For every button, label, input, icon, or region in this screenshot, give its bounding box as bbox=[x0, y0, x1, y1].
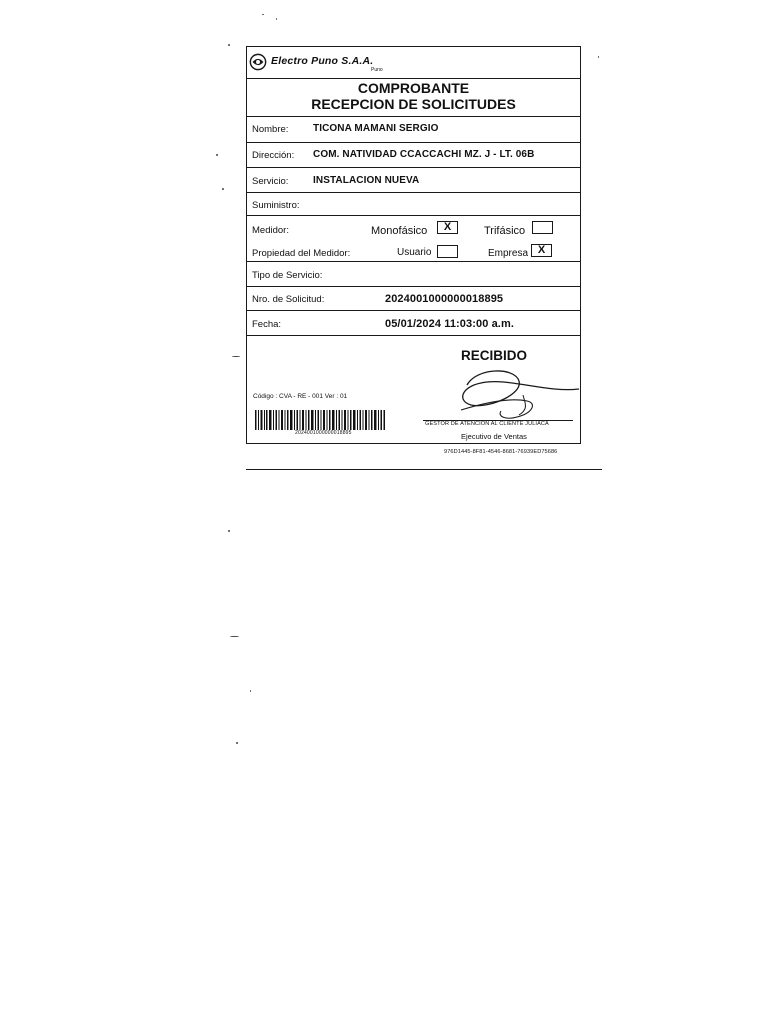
label-propiedad: Propiedad del Medidor: bbox=[252, 248, 351, 259]
receipt-form bbox=[246, 46, 581, 444]
row-nro-solicitud bbox=[247, 287, 580, 311]
label-medidor: Medidor: bbox=[252, 225, 289, 236]
scan-speck bbox=[276, 18, 277, 20]
value-nro-solicitud: 2024001000000018895 bbox=[385, 293, 504, 305]
value-nombre: TICONA MAMANI SERGIO bbox=[313, 123, 439, 134]
company-name: Electro Puno S.A.A. bbox=[271, 55, 374, 67]
propiedad-usuario-label: Usuario bbox=[397, 247, 432, 258]
bottom-divider bbox=[246, 469, 602, 470]
medidor-trifasico-checkbox[interactable] bbox=[532, 221, 553, 234]
row-servicio bbox=[247, 168, 580, 193]
signer-role: Ejecutivo de Ventas bbox=[461, 432, 527, 441]
label-tipo-servicio: Tipo de Servicio: bbox=[252, 270, 323, 281]
label-nombre: Nombre: bbox=[252, 124, 289, 135]
row-suministro bbox=[247, 193, 580, 216]
barcode-image bbox=[255, 410, 385, 430]
row-tipo-servicio bbox=[247, 262, 580, 287]
company-subtitle: Puno bbox=[371, 67, 383, 73]
scan-speck bbox=[236, 742, 238, 744]
label-fecha: Fecha: bbox=[252, 319, 282, 330]
company-logo-icon bbox=[249, 53, 267, 71]
received-stamp-label: RECIBIDO bbox=[461, 348, 528, 363]
company-header bbox=[247, 47, 580, 79]
scan-speck bbox=[262, 14, 264, 15]
scan-speck bbox=[598, 56, 599, 58]
label-nro-solicitud: Nro. de Solicitud: bbox=[252, 294, 325, 305]
medidor-monofasico-checkbox[interactable]: X bbox=[437, 221, 458, 234]
scan-speck bbox=[250, 690, 251, 692]
label-direccion: Dirección: bbox=[252, 150, 295, 161]
propiedad-empresa-label: Empresa bbox=[488, 248, 529, 259]
scan-speck bbox=[222, 188, 224, 190]
handwritten-signature bbox=[447, 365, 582, 427]
value-servicio: INSTALACION NUEVA bbox=[313, 175, 420, 186]
barcode-number: 2024001000000018895 bbox=[295, 430, 352, 436]
document-uuid: 976D1445-8F81-4546-8681-76939ED75686 bbox=[444, 449, 558, 455]
scan-speck bbox=[228, 44, 230, 46]
row-medidor bbox=[247, 216, 580, 262]
medidor-monofasico-label: Monofásico bbox=[371, 225, 428, 237]
row-fecha bbox=[247, 311, 580, 336]
signer-title: GESTOR DE ATENCION AL CLIENTE JULIACA bbox=[425, 421, 549, 427]
document-code: Código : CVA - RE - 001 Ver : 01 bbox=[253, 393, 348, 400]
scan-speck bbox=[228, 530, 230, 532]
label-suministro: Suministro: bbox=[252, 200, 300, 211]
title-line-2: RECEPCION DE SOLICITUDES bbox=[311, 96, 516, 112]
label-servicio: Servicio: bbox=[252, 176, 289, 187]
medidor-trifasico-label: Trifásico bbox=[484, 225, 526, 237]
scan-speck bbox=[232, 356, 240, 357]
value-fecha: 05/01/2024 11:03:00 a.m. bbox=[385, 318, 515, 330]
scan-speck bbox=[216, 154, 218, 156]
row-direccion bbox=[247, 143, 580, 168]
title-line-1: COMPROBANTE bbox=[357, 80, 470, 96]
row-nombre bbox=[247, 117, 580, 143]
scan-speck bbox=[230, 636, 239, 637]
propiedad-empresa-checkbox[interactable]: X bbox=[531, 244, 552, 257]
propiedad-usuario-checkbox[interactable] bbox=[437, 245, 458, 258]
value-direccion: COM. NATIVIDAD CCACCACHI MZ. J - LT. 06B bbox=[313, 149, 535, 160]
document-title bbox=[247, 79, 580, 117]
